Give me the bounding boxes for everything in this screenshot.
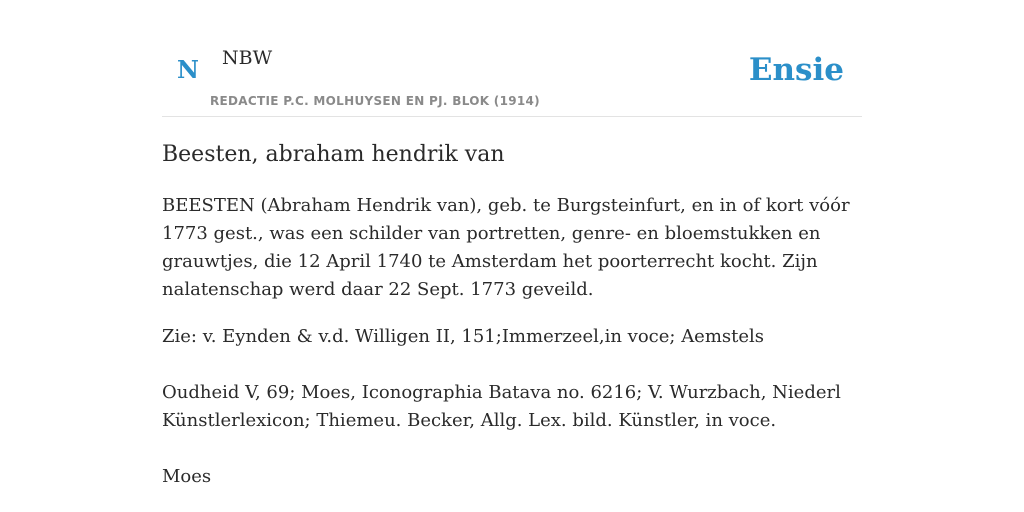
article-author: Moes: [162, 466, 212, 487]
article-paragraph: Zie: v. Eynden & v.d. Willigen II, 151;Immerzeel,in voce; Aemstels: [162, 326, 765, 347]
source-name[interactable]: NBW: [222, 47, 273, 69]
source-subtitle: REDACTIE P.C. MOLHUYSEN EN PJ. BLOK (1914): [210, 94, 540, 108]
article-title: Beesten, abraham hendrik van: [162, 142, 505, 167]
page: [162, 0, 862, 512]
article-body: [162, 192, 862, 491]
source-logo-link[interactable]: N: [177, 55, 199, 84]
brand-logo-link[interactable]: Ensie: [748, 52, 844, 88]
article-paragraph: BEESTEN (Abraham Hendrik van), geb. te Burgsteinfurt, en in of kort vóór 1773 gest., was een schilder van portretten, genre- en bloemstukken en grauwtjes, die 12 April 1740 te Amsterdam het poorterrecht kocht. Zijn nalatenschap werd daar 22 Sept. 1773 geveild.: [162, 195, 850, 300]
source-header: [162, 0, 862, 117]
article-paragraph: Oudheid V, 69; Moes, Iconographia Batava no. 6216; V. Wurzbach, Niederl Künstlerlexicon; Thiemeu. Becker, Allg. Lex. bild. Künstler, in voce.: [162, 382, 841, 431]
